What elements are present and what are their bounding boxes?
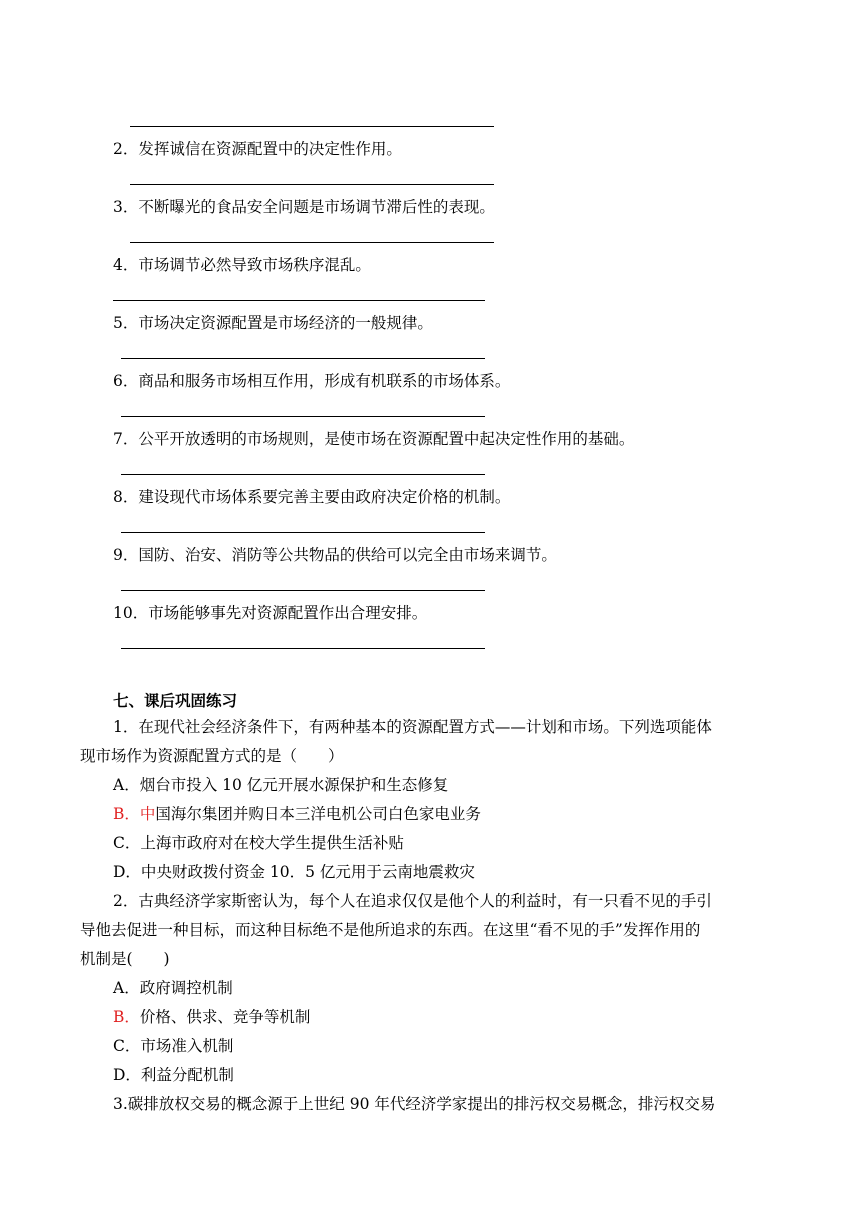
answer-line xyxy=(121,532,485,533)
answer-line xyxy=(130,184,494,185)
section-title: 七、课后巩固练习 xyxy=(113,692,238,710)
judgment-item-6: 6．商品和服务市场相互作用，形成有机联系的市场体系。 xyxy=(113,372,511,390)
q2-stem-line3: 机制是( ) xyxy=(80,950,170,968)
q1-stem-line1: 1．在现代社会经济条件下，有两种基本的资源配置方式——计划和市场。下列选项能体 xyxy=(113,718,712,736)
judgment-item-7: 7．公平开放透明的市场规则，是使市场在资源配置中起决定性作用的基础。 xyxy=(113,430,635,448)
judgment-item-9: 9．国防、治安、消防等公共物品的供给可以完全由市场来调节。 xyxy=(113,546,557,564)
q2-stem-line1: 2．古典经济学家斯密认为，每个人在追求仅仅是他个人的利益时，有一只看不见的手引 xyxy=(113,892,712,910)
q2-option-a: A．政府调控机制 xyxy=(113,979,233,997)
judgment-item-3: 3．不断曝光的食品安全问题是市场调节滞后性的表现。 xyxy=(113,198,495,216)
q2-stem-line2: 导他去促进一种目标，而这种目标绝不是他所追求的东西。在这里“看不见的手”发挥作用的 xyxy=(80,921,701,939)
answer-line xyxy=(121,474,485,475)
answer-line xyxy=(121,590,485,591)
answer-line xyxy=(121,648,485,649)
judgment-item-10: 10．市场能够事先对资源配置作出合理安排。 xyxy=(113,604,428,622)
q1-stem-line2: 现市场作为资源配置方式的是（ ） xyxy=(80,747,344,765)
answer-line xyxy=(121,416,485,417)
q1-option-d: D．中央财政拨付资金 10．5 亿元用于云南地震救灾 xyxy=(113,863,475,881)
q1-option-b xyxy=(113,804,481,824)
q2-option-b-text: 价格、供求、竞争等机制 xyxy=(139,1008,311,1026)
judgment-item-4: 4．市场调节必然导致市场秩序混乱。 xyxy=(113,256,371,274)
judgment-item-2: 2．发挥诚信在资源配置中的决定性作用。 xyxy=(113,140,402,158)
q1-option-a: A．烟台市投入 10 亿元开展水源保护和生态修复 xyxy=(113,776,449,794)
judgment-item-8: 8．建设现代市场体系要完善主要由政府决定价格的机制。 xyxy=(113,488,511,506)
answer-line xyxy=(130,242,494,243)
q3-stem-line1: 3.碳排放权交易的概念源于上世纪 90 年代经济学家提出的排污权交易概念，排污权交易 xyxy=(113,1095,716,1113)
q2-option-b xyxy=(113,1007,310,1027)
q2-option-c: C．市场准入机制 xyxy=(113,1037,234,1055)
q1-answer-mark: B．中 xyxy=(113,805,156,823)
q2-option-d: D．利益分配机制 xyxy=(113,1066,234,1084)
judgment-item-5: 5．市场决定资源配置是市场经济的一般规律。 xyxy=(113,314,433,332)
answer-line xyxy=(121,358,485,359)
answer-line xyxy=(113,300,485,301)
q2-answer-mark: B． xyxy=(113,1008,140,1026)
q1-option-c: C．上海市政府对在校大学生提供生活补贴 xyxy=(113,834,404,852)
q1-option-b-text: 国海尔集团并购日本三洋电机公司白色家电业务 xyxy=(155,805,481,823)
answer-line xyxy=(130,126,494,127)
